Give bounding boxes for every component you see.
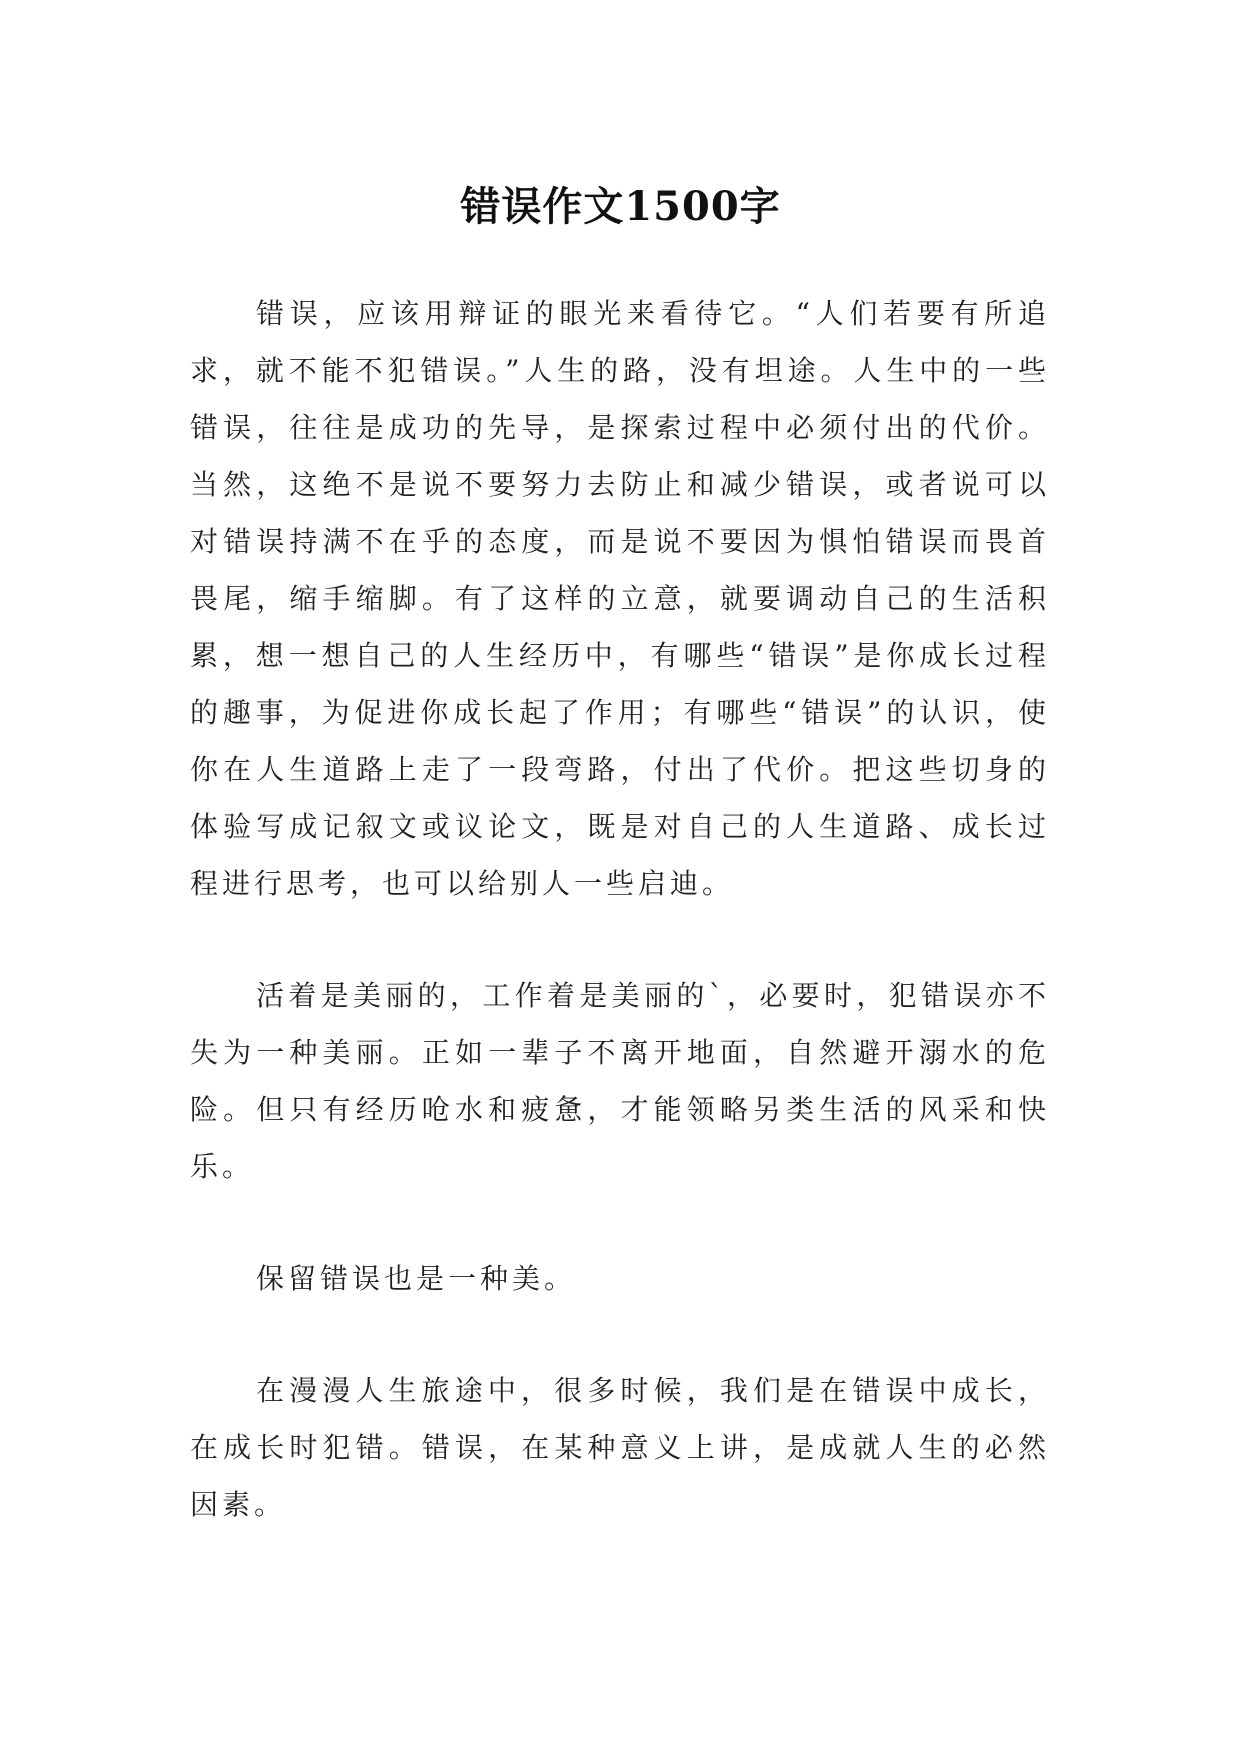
paragraph-2: 活着是美丽的，工作着是美丽的`，必要时，犯错误亦不失为一种美丽。正如一辈子不离开地面，自然避开溺水的危险。但只有经历呛水和疲惫，才能领略另类生活的风采和快乐。 [190,979,1050,1183]
document-body [190,285,1050,1588]
paragraph-3: 保留错误也是一种美。 [256,1262,577,1295]
document-title: 错误作文1500字 [460,182,781,230]
paragraph-4: 在漫漫人生旅途中，很多时候，我们是在错误中成长，在成长时犯错。错误，在某种意义上讲，是成就人生的必然因素。 [190,1374,1050,1521]
paragraph-1: 错误，应该用辩证的眼光来看待它。“人们若要有所追求，就不能不犯错误。”人生的路，没有坦途。人生中的一些错误，往往是成功的先导，是探索过程中必须付出的代价。当然，这绝不是说不要努力去防止和减少错误，或者说可以对错误持满不在乎的态度，而是说不要因为惧怕错误而畏首畏尾，缩手缩脚。有了这样的立意，就要调动自己的生活积累，想一想自己的人生经历中，有哪些“错误”是你成长过程的趣事，为促进你成长起了作用；有哪些“错误”的认识，使你在人生道路上走了一段弯路，付出了代价。把这些切身的体验写成记叙文或议论文，既是对自己的人生道路、成长过程进行思考，也可以给别人一些启迪。 [190,297,1050,900]
